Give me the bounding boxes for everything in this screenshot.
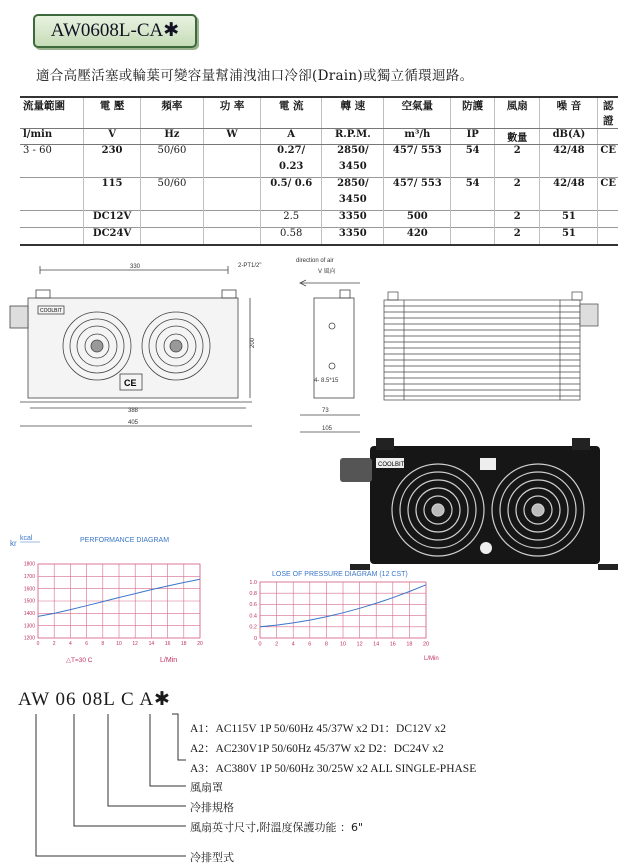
header-cell: 流量範圍 <box>20 97 84 129</box>
warning-label <box>480 458 496 470</box>
model-code: AW 06 08L C A✱ <box>18 689 171 710</box>
table-cell: 115 <box>84 178 140 195</box>
header-cell: 噪 音 <box>540 97 598 129</box>
y-tick-label: 1700 <box>23 574 35 580</box>
unit-cell: W <box>204 129 261 145</box>
table-cell: 2850/ <box>322 178 384 195</box>
table-row <box>20 178 618 195</box>
x-tick-label: 12 <box>132 641 138 647</box>
x-tick-label: 4 <box>69 641 72 647</box>
dim-width1: 388 <box>128 408 139 414</box>
legend-cooler-spec: 冷排規格 <box>190 801 234 814</box>
unit-cell: 數量 <box>495 129 540 145</box>
technical-drawings <box>0 240 634 440</box>
x-tick-label: 8 <box>101 641 105 647</box>
header-cell: 轉 速 <box>322 97 384 129</box>
table-cell <box>598 161 618 178</box>
table-cell <box>451 161 495 178</box>
table-cell <box>598 194 618 211</box>
table-cell: 0.27/ <box>260 145 321 162</box>
header-cell: 電 流 <box>260 97 321 129</box>
junction-box <box>340 458 372 482</box>
table-cell <box>20 211 84 228</box>
unit-cell <box>598 129 618 145</box>
table-cell <box>140 211 203 228</box>
x-tick-label: 20 <box>422 641 430 648</box>
y-tick-label: 1600 <box>23 586 35 593</box>
pressure-xunit: L/Min <box>424 656 439 662</box>
table-cell: 500 <box>384 211 451 228</box>
leader-line <box>108 714 186 806</box>
table-cell <box>260 194 321 211</box>
table-cell <box>495 194 540 211</box>
perf-plot-area <box>24 562 203 647</box>
perf-ylabel-frac: kcal <box>20 535 33 542</box>
unit-cell: V <box>84 129 140 145</box>
x-tick-label: 10 <box>116 641 122 647</box>
table-cell <box>20 194 84 211</box>
table-cell <box>204 194 261 211</box>
intro-text: 適合高壓活塞或輪葉可變容量幫浦洩油口冷卻(Drain)或獨立循環迴路。 <box>36 68 474 84</box>
unit-cell: l/min <box>20 129 84 145</box>
table-row <box>20 211 618 228</box>
table-cell <box>204 211 261 228</box>
x-tick-label: 2 <box>275 641 279 648</box>
table-cell <box>540 161 598 178</box>
leader-line <box>150 714 186 786</box>
perf-ylabel-prefix: kr <box>10 539 17 548</box>
table-cell: 2 <box>495 145 540 162</box>
legend-fan-cover: 風扇罩 <box>190 781 223 794</box>
table-cell: CE <box>598 178 618 195</box>
x-tick-label: 2 <box>52 641 56 647</box>
table-cell <box>140 161 203 178</box>
table-cell: 2.5 <box>260 211 321 228</box>
table-cell: 2 <box>495 228 540 246</box>
table-cell: 3 - 60 <box>23 145 52 156</box>
pressure-chart <box>220 566 440 666</box>
y-tick-label: 0.6 <box>249 602 257 609</box>
table-cell: 457/ 553 <box>384 145 451 162</box>
table-cell: DC24V <box>84 228 140 246</box>
table-cell <box>20 161 84 178</box>
header-cell: 電 壓 <box>84 97 140 129</box>
x-tick-label: 12 <box>356 641 363 648</box>
table-cell <box>451 194 495 211</box>
dim-overall: 330 <box>130 264 141 270</box>
x-tick-label: 18 <box>181 641 187 647</box>
product-photo <box>340 438 620 578</box>
unit-cell: A <box>260 129 321 145</box>
airflow-direction-en: direction of air <box>296 258 334 264</box>
spec-table <box>20 96 618 246</box>
ce-mark-small: CE <box>124 378 137 388</box>
table-row <box>20 194 618 211</box>
x-tick-label: 0 <box>258 641 262 648</box>
table-cell: 457/ 553 <box>384 178 451 195</box>
side-view-drawing <box>300 280 360 432</box>
table-cell <box>598 211 618 228</box>
table-cell: 50/60 <box>140 178 203 195</box>
x-tick-label: 6 <box>85 641 88 647</box>
unit-cell: dB(A) <box>540 129 598 145</box>
perf-note: △T=30 C <box>66 657 93 664</box>
table-cell <box>495 161 540 178</box>
table-cell <box>451 211 495 228</box>
table-cell: 2850/ <box>322 145 384 162</box>
option-a3: A3：AC380V 1P 50/60Hz 30/25W x2 ALL SINGLE-PHASE <box>190 763 477 775</box>
header-cell: 頻率 <box>140 97 203 129</box>
header-cell: 空氣量 <box>384 97 451 129</box>
dim-width2: 405 <box>128 420 139 426</box>
dim-height: 200 <box>250 337 256 348</box>
table-cell: 2 <box>495 211 540 228</box>
table-cell: DC12V <box>84 211 140 228</box>
leader-line <box>36 714 186 856</box>
table-cell: 51 <box>540 211 598 228</box>
table-header-row <box>20 97 618 129</box>
pressure-plot-area <box>249 580 429 648</box>
unit-cell: R.P.M. <box>322 129 384 145</box>
table-cell <box>204 161 261 178</box>
product-title: AW0608L-CA✱ <box>33 14 197 48</box>
perf-xunit: L/Min <box>160 657 178 664</box>
option-a1: A1：AC115V 1P 50/60Hz 45/37W x2 D1：DC12V x2 <box>190 723 446 735</box>
unit-cell: m³/h <box>384 129 451 145</box>
performance-chart <box>0 528 220 668</box>
pressure-chart-title: LOSE OF PRESSURE DIAGRAM (12 CST) <box>272 571 408 578</box>
header-cell: 功 率 <box>204 97 261 129</box>
table-cell: 54 <box>451 178 495 195</box>
x-tick-label: 0 <box>36 641 40 647</box>
table-row <box>20 161 618 178</box>
leader-line <box>74 714 186 826</box>
table-row <box>20 145 618 162</box>
y-tick-label: 0.4 <box>249 613 257 620</box>
x-tick-label: 16 <box>389 641 396 648</box>
table-cell <box>384 194 451 211</box>
brand-label-small: COOLBIT <box>40 308 62 314</box>
x-tick-label: 14 <box>148 641 155 647</box>
table-cell: 230 <box>84 145 140 162</box>
table-cell <box>84 161 140 178</box>
x-tick-label: 4 <box>291 641 295 648</box>
x-tick-label: 10 <box>339 641 347 648</box>
header-cell: 認證 <box>598 97 618 129</box>
option-a2: A2：AC230V1P 50/60Hz 45/37W x2 D2：DC24V x2 <box>190 743 444 755</box>
table-cell: 420 <box>384 228 451 246</box>
brand-label-text: COOLBIT <box>378 462 405 468</box>
y-tick-label: 0.8 <box>249 591 257 598</box>
y-tick-label: 1500 <box>23 598 35 605</box>
y-tick-label: 1.0 <box>249 579 257 586</box>
legend-fan-size: 風扇英寸尺寸,附溫度保護功能 ：6" <box>190 821 364 834</box>
ce-badge <box>480 542 492 554</box>
y-tick-label: 1400 <box>23 611 35 617</box>
header-cell: 風扇 <box>495 97 540 129</box>
table-cell: 42/48 <box>540 178 598 195</box>
table-cell <box>204 145 261 162</box>
airflow-direction-zh: V 風向 <box>318 269 336 275</box>
y-tick-label: 1200 <box>23 635 35 642</box>
table-cell <box>384 161 451 178</box>
perf-chart-title: PERFORMANCE DIAGRAM <box>80 537 170 544</box>
legend-cooler-type: 冷排型式 <box>190 851 234 864</box>
table-cell: 42/48 <box>540 145 598 162</box>
table-cell <box>540 194 598 211</box>
table-cell <box>140 194 203 211</box>
x-tick-label: 16 <box>164 641 171 647</box>
table-cell: 3450 <box>322 161 384 178</box>
table-cell: 0.5/ 0.6 <box>260 178 321 195</box>
top-view-drawing <box>384 292 598 400</box>
x-tick-label: 20 <box>197 641 203 647</box>
unit-cell: IP <box>451 129 495 145</box>
table-cell <box>84 194 140 211</box>
table-cell <box>20 178 84 195</box>
table-cell <box>204 178 261 195</box>
dim-port: 2-PT1/2" <box>238 263 262 269</box>
dim-depth1: 73 <box>322 408 329 414</box>
table-cell: 54 <box>451 145 495 162</box>
y-tick-label: 1300 <box>23 623 35 630</box>
front-view-drawing <box>10 266 252 426</box>
unit-cell: Hz <box>140 129 203 145</box>
y-tick-label: 0 <box>253 635 257 642</box>
table-units-row <box>20 129 618 145</box>
header-cell: 防護 <box>451 97 495 129</box>
y-tick-label: 0.2 <box>249 624 257 631</box>
x-tick-label: 8 <box>324 641 328 648</box>
table-cell: CE <box>598 145 618 162</box>
table-cell: 3450 <box>322 194 384 211</box>
x-tick-label: 6 <box>308 641 312 648</box>
table-cell: 0.23 <box>260 161 321 178</box>
leader-line <box>172 714 186 760</box>
dim-depth2: 105 <box>322 426 333 432</box>
table-cell: 3350 <box>322 211 384 228</box>
x-tick-label: 18 <box>406 641 413 648</box>
table-cell: 2 <box>495 178 540 195</box>
x-tick-label: 14 <box>373 641 380 648</box>
table-cell: 3350 <box>322 228 384 246</box>
dim-holes: 4- 8.5*15 <box>314 378 339 384</box>
table-cell: 0.58 <box>260 228 321 246</box>
table-cell: 50/60 <box>140 145 203 162</box>
table-cell: 51 <box>540 228 598 246</box>
y-tick-label: 1800 <box>23 561 35 568</box>
